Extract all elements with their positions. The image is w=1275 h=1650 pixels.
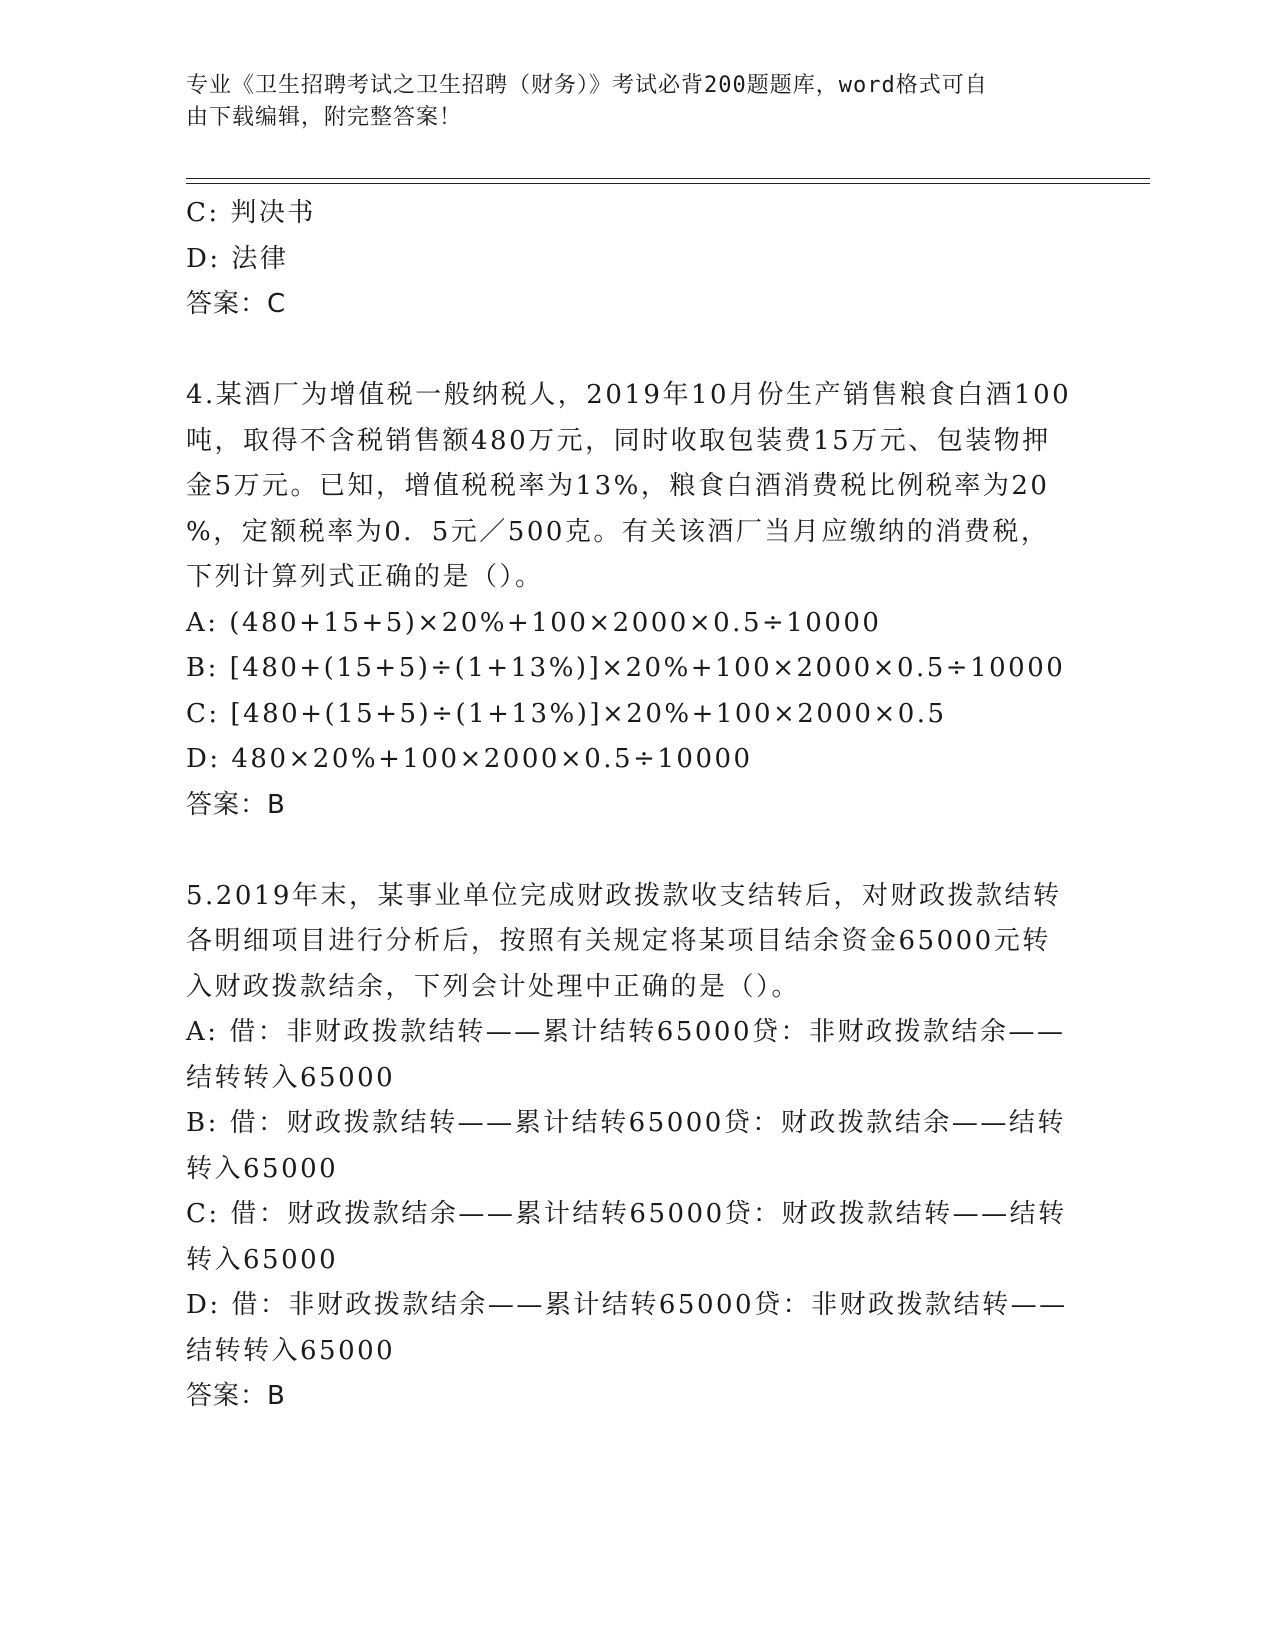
option-a-line-2: 结转转入65000	[186, 1062, 396, 1093]
spacer	[186, 828, 1086, 874]
option-b-line-2: 转入65000	[186, 1153, 339, 1184]
header-title-line-1: 专业《卫生招聘考试之卫生招聘（财务）》考试必背200题题库，word格式可自	[186, 73, 988, 98]
question-4	[186, 373, 1086, 828]
question-5	[186, 874, 1086, 1420]
header-title-line-2: 由下载编辑，附完整答案！	[186, 105, 463, 130]
question-stem-line: 4.某酒厂为增值税一般纳税人，2019年10月份生产销售粮食白酒100	[186, 380, 1072, 410]
option-b-line-1: B: 借：财政拨款结转——累计结转65000贷：财政拨款结余——结转	[186, 1108, 1066, 1138]
question-3	[186, 191, 1086, 328]
document-header	[186, 70, 1066, 134]
question-stem-line: 金5万元。已知，增值税税率为13%，粮食白酒消费税比例税率为20	[186, 471, 1050, 501]
question-stem-line: 入财政拨款结余，下列会计处理中正确的是（）。	[186, 971, 801, 1002]
spacer	[186, 328, 1086, 374]
option-b: B: [480+(15+5)÷(1+13%)]×20%+100×2000×0.5÷10000	[186, 653, 1066, 683]
option-a: A: (480+15+5)×20%+100×2000×0.5÷10000	[186, 607, 882, 638]
option-d: D: 480×20%+100×2000×0.5÷10000	[186, 744, 753, 774]
header-divider-top	[186, 178, 1150, 179]
answer: 答案：B	[186, 789, 286, 820]
header-divider-bottom	[186, 183, 1150, 184]
option-c: C: [480+(15+5)÷(1+13%)]×20%+100×2000×0.5	[186, 698, 947, 729]
answer: 答案：C	[186, 289, 287, 319]
answer: 答案：B	[186, 1381, 286, 1411]
document-body	[186, 191, 1086, 1420]
option-d-line-1: D: 借：非财政拨款结余——累计结转65000贷：非财政拨款结转——	[186, 1290, 1068, 1320]
question-stem-line: 下列计算列式正确的是（）。	[186, 562, 544, 592]
question-stem-line: %，定额税率为0．5元／500克。有关该酒厂当月应缴纳的消费税，	[186, 516, 1050, 547]
option-a-line-1: A: 借：非财政拨款结转——累计结转65000贷：非财政拨款结余——	[186, 1017, 1066, 1047]
option-c-line-2: 转入65000	[186, 1244, 339, 1275]
question-stem-line: 各明细项目进行分析后，按照有关规定将某项目结余资金65000元转	[186, 926, 1051, 956]
option-d: D: 法律	[186, 243, 289, 274]
option-c: C: 判决书	[186, 198, 316, 228]
question-stem-line: 5.2019年末，某事业单位完成财政拨款收支结转后，对财政拨款结转	[186, 880, 1062, 911]
option-d-line-2: 结转转入65000	[186, 1335, 396, 1366]
option-c-line-1: C: 借：财政拨款结余——累计结转65000贷：财政拨款结转——结转	[186, 1199, 1067, 1229]
question-stem-line: 吨，取得不含税销售额480万元，同时收取包装费15万元、包装物押	[186, 425, 1051, 456]
